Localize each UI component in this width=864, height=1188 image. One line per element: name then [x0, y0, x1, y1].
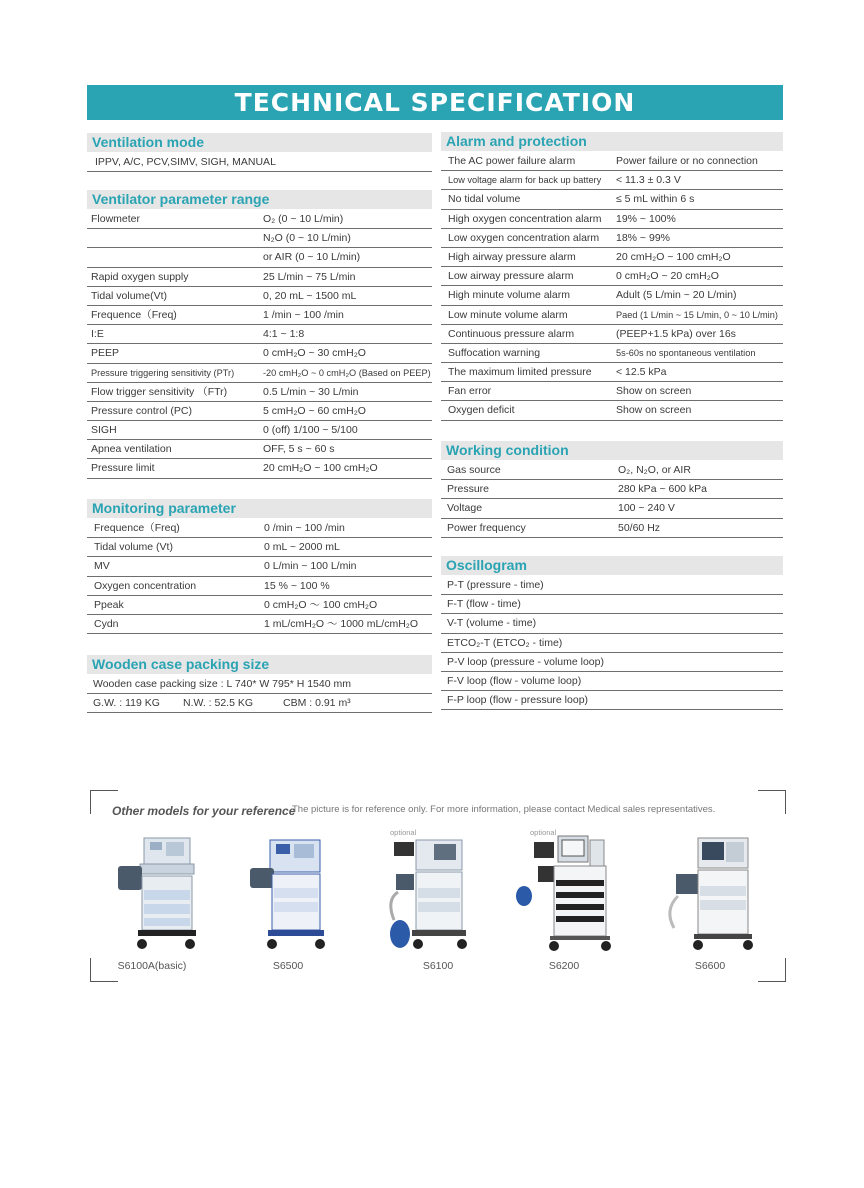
row-label: Flowmeter — [91, 213, 141, 225]
row-value: 0 cmH₂O ~ 20 cmH₂O — [616, 270, 719, 283]
row-label: Apnea ventilation — [91, 443, 172, 456]
table-row — [441, 306, 783, 325]
table-row — [441, 248, 783, 267]
ventilator-parameter-section — [87, 190, 432, 479]
anesthesia-machine-image — [514, 830, 614, 955]
table-row — [441, 267, 783, 286]
row-label: No tidal volume — [448, 193, 521, 206]
row-value: 20 cmH₂O ~ 100 cmH₂O — [616, 250, 731, 263]
row-label: High minute volume alarm — [448, 289, 570, 302]
row-label: Tidal volume (Vt) — [94, 541, 173, 554]
table-row — [87, 229, 432, 248]
section-heading: Oscillogram — [441, 556, 783, 575]
row-label: Low minute volume alarm — [448, 308, 568, 321]
table-row — [441, 614, 783, 633]
table-row — [87, 325, 432, 344]
row-value: -20 cmH₂O ~ 0 cmH₂O (Based on PEEP) — [263, 367, 431, 378]
table-row — [441, 344, 783, 363]
table-row — [87, 519, 432, 538]
working-condition-rows — [441, 461, 783, 538]
row-label: Cydn — [94, 617, 119, 630]
anesthesia-machine-image — [660, 830, 760, 955]
table-row — [87, 210, 432, 229]
wooden-case-section — [87, 655, 432, 713]
row-label: Oxygen deficit — [448, 404, 515, 417]
row-value: 0 /min ~ 100 /min — [264, 522, 345, 534]
frame-corner — [758, 790, 786, 814]
table-row — [441, 653, 783, 672]
row-label: PEEP — [91, 347, 120, 360]
optional-label: optional — [390, 828, 417, 837]
row-value: Adult (5 L/min ~ 20 L/min) — [616, 289, 737, 302]
row-value: O₂ (0 ~ 10 L/min) — [263, 213, 344, 225]
table-row — [441, 634, 783, 653]
alarm-protection-rows — [441, 152, 783, 421]
row-value: (PEEP+1.5 kPa) over 16s — [616, 327, 736, 340]
table-row — [441, 152, 783, 171]
table-row — [87, 694, 432, 713]
machine-s6600 — [660, 830, 760, 972]
page-title: TECHNICAL SPECIFICATION — [234, 88, 636, 117]
row-label: F-T (flow - time) — [447, 598, 521, 611]
row-value: 0 L/min ~ 100 L/min — [264, 560, 357, 573]
row-label: High oxygen concentration alarm — [448, 212, 602, 225]
section-heading: Wooden case packing size — [87, 655, 432, 674]
table-row — [87, 538, 432, 557]
row-label: The AC power failure alarm — [448, 155, 576, 167]
table-row — [441, 461, 783, 480]
row-label: Tidal volume(Vt) — [91, 289, 168, 302]
row-label: Power frequency — [447, 521, 526, 534]
row-value: < 12.5 kPa — [616, 366, 667, 379]
row-value: Show on screen — [616, 385, 692, 398]
net-weight: N.W. : 52.5 KG — [183, 697, 254, 710]
table-row — [441, 576, 783, 595]
model-label: S6100A(basic) — [117, 960, 187, 972]
row-label: F-V loop (flow - volume loop) — [447, 674, 582, 687]
row-label: Voltage — [447, 502, 483, 515]
oscillogram-section — [441, 556, 783, 710]
row-value: 1 /min ~ 100 /min — [263, 308, 344, 321]
packing-size: Wooden case packing size : L 740* W 795* H 1540 mm — [93, 678, 351, 690]
row-label: Gas source — [447, 464, 501, 476]
table-row — [87, 596, 432, 615]
section-heading: Ventilator parameter range — [87, 190, 432, 209]
table-row — [87, 268, 432, 287]
row-label — [87, 229, 259, 247]
section-heading: Monitoring parameter — [87, 499, 432, 518]
row-value: 100 ~ 240 V — [618, 502, 675, 515]
monitoring-parameter-section — [87, 499, 432, 634]
row-label: V-T (volume - time) — [447, 617, 537, 630]
row-label: MV — [94, 560, 110, 573]
table-row — [441, 210, 783, 229]
row-label: P-V loop (pressure - volume loop) — [447, 655, 604, 668]
section-heading: Alarm and protection — [441, 132, 783, 151]
table-row — [441, 325, 783, 344]
row-value: Show on screen — [616, 404, 692, 417]
row-value: 5 cmH₂O ~ 60 cmH₂O — [263, 404, 366, 417]
machine-s6100 — [388, 828, 488, 972]
row-value: < 11.3 ± 0.3 V — [616, 174, 681, 187]
row-label: ETCO₂-T (ETCO₂ - time) — [447, 636, 563, 649]
section-heading: Working condition — [441, 441, 783, 460]
row-label: Frequence（Freq) — [91, 308, 177, 321]
table-row — [87, 675, 432, 694]
row-label: F-P loop (flow - pressure loop) — [447, 694, 589, 707]
row-label: Ppeak — [94, 598, 124, 611]
row-label: Low oxygen concentration alarm — [448, 231, 600, 244]
table-row — [441, 363, 783, 382]
table-row — [87, 557, 432, 576]
row-label: I:E — [91, 328, 104, 341]
table-row — [87, 421, 432, 440]
table-row — [87, 440, 432, 459]
model-label: S6200 — [548, 960, 580, 972]
table-row — [441, 480, 783, 499]
machine-s6500 — [238, 830, 338, 972]
row-label: Rapid oxygen supply — [91, 270, 189, 283]
model-label: S6600 — [694, 960, 726, 972]
row-value: 15 % ~ 100 % — [264, 579, 330, 592]
row-value: Paed (1 L/min ~ 15 L/min, 0 ~ 10 L/min) — [616, 309, 778, 320]
row-label: Frequence（Freq) — [94, 522, 180, 534]
row-value: 0 cmH₂O ~ 30 cmH₂O — [263, 347, 366, 360]
table-row — [441, 190, 783, 209]
row-value: 20 cmH₂O ~ 100 cmH₂O — [263, 462, 378, 475]
anesthesia-machine-image — [238, 830, 338, 955]
gross-weight: G.W. : 119 KG — [93, 697, 160, 710]
row-value: N₂O (0 ~ 10 L/min) — [263, 232, 351, 245]
table-row — [87, 248, 432, 267]
row-label: P-T (pressure - time) — [447, 579, 544, 591]
row-value: 50/60 Hz — [618, 521, 661, 534]
row-value: 280 kPa ~ 600 kPa — [618, 483, 708, 496]
table-row — [87, 383, 432, 402]
ventilator-parameter-rows — [87, 210, 432, 479]
working-condition-section — [441, 441, 783, 538]
reference-title: Other models for your reference — [112, 804, 296, 818]
row-value: 0 (off) 1/100 ~ 5/100 — [263, 424, 358, 437]
model-label: S6100 — [422, 960, 454, 972]
table-row — [87, 153, 432, 172]
table-row — [87, 364, 432, 383]
ventilation-mode-section — [87, 133, 432, 172]
row-value: 1 mL/cmH₂O ～ 1000 mL/cmH₂O — [264, 617, 419, 630]
row-value: ≤ 5 mL within 6 s — [616, 193, 695, 206]
table-row — [87, 287, 432, 306]
row-value: 0 cmH₂O ～ 100 cmH₂O — [264, 598, 378, 611]
row-label: Pressure — [447, 483, 490, 496]
machine-s6100a — [102, 830, 202, 972]
row-value: 0 mL ~ 2000 mL — [264, 541, 340, 554]
row-value: 4:1 ~ 1:8 — [263, 328, 305, 341]
row-value: or AIR (0 ~ 10 L/min) — [263, 251, 361, 264]
table-row — [441, 499, 783, 518]
table-row — [87, 344, 432, 363]
optional-label: optional — [530, 828, 557, 837]
cbm-value: CBM : 0.91 m³ — [283, 697, 351, 710]
row-value: 19% ~ 100% — [616, 212, 676, 225]
row-label: Low airway pressure alarm — [448, 270, 574, 283]
ventilation-mode-value: IPPV, A/C, PCV,SIMV, SIGH, MANUAL — [95, 156, 276, 168]
row-label — [87, 248, 259, 266]
model-label: S6500 — [272, 960, 304, 972]
page-title-banner — [87, 85, 783, 120]
table-row — [441, 595, 783, 614]
row-label: Oxygen concentration — [94, 579, 197, 592]
table-row — [441, 672, 783, 691]
row-value: 18% ~ 99% — [616, 231, 670, 244]
row-label: High airway pressure alarm — [448, 250, 576, 263]
row-label: Suffocation warning — [448, 346, 541, 359]
row-label: Pressure limit — [91, 462, 155, 475]
row-label: Pressure triggering sensitivity (PTr) — [91, 367, 235, 378]
row-label: Pressure control (PC) — [91, 404, 192, 417]
row-value: OFF, 5 s ~ 60 s — [263, 443, 335, 456]
table-row — [87, 402, 432, 421]
table-row — [87, 615, 432, 634]
row-label: SIGH — [91, 424, 117, 437]
table-row — [87, 577, 432, 596]
row-value: 5s-60s no spontaneous ventilation — [616, 347, 756, 358]
anesthesia-machine-image — [388, 830, 488, 955]
alarm-protection-section — [441, 132, 783, 421]
table-row — [441, 382, 783, 401]
table-row — [87, 459, 432, 478]
machine-s6200 — [514, 828, 614, 972]
table-row — [441, 229, 783, 248]
table-row — [441, 519, 783, 538]
row-label: Continuous pressure alarm — [448, 327, 575, 340]
table-row — [441, 171, 783, 190]
table-row — [441, 286, 783, 305]
table-row — [441, 691, 783, 710]
table-row — [87, 306, 432, 325]
row-label: Fan error — [448, 385, 492, 398]
row-value: O₂, N₂O, or AIR — [618, 464, 691, 476]
row-value: 25 L/min ~ 75 L/min — [263, 270, 356, 283]
row-value: Power failure or no connection — [616, 155, 758, 167]
row-label: Flow trigger sensitivity （FTr) — [91, 385, 228, 398]
anesthesia-machine-image — [102, 830, 202, 955]
row-label: Low voltage alarm for back up battery — [448, 175, 602, 186]
reference-note: The picture is for reference only. For more information, please contact Medical sales representatives. — [292, 804, 716, 815]
section-heading: Ventilation mode — [87, 133, 432, 152]
row-value: 0.5 L/min ~ 30 L/min — [263, 385, 359, 398]
row-label: The maximum limited pressure — [448, 366, 592, 379]
table-row — [441, 401, 783, 420]
monitoring-parameter-rows — [87, 519, 432, 634]
row-value: 0, 20 mL ~ 1500 mL — [263, 289, 357, 302]
frame-corner — [758, 958, 786, 982]
oscillogram-rows — [441, 576, 783, 710]
